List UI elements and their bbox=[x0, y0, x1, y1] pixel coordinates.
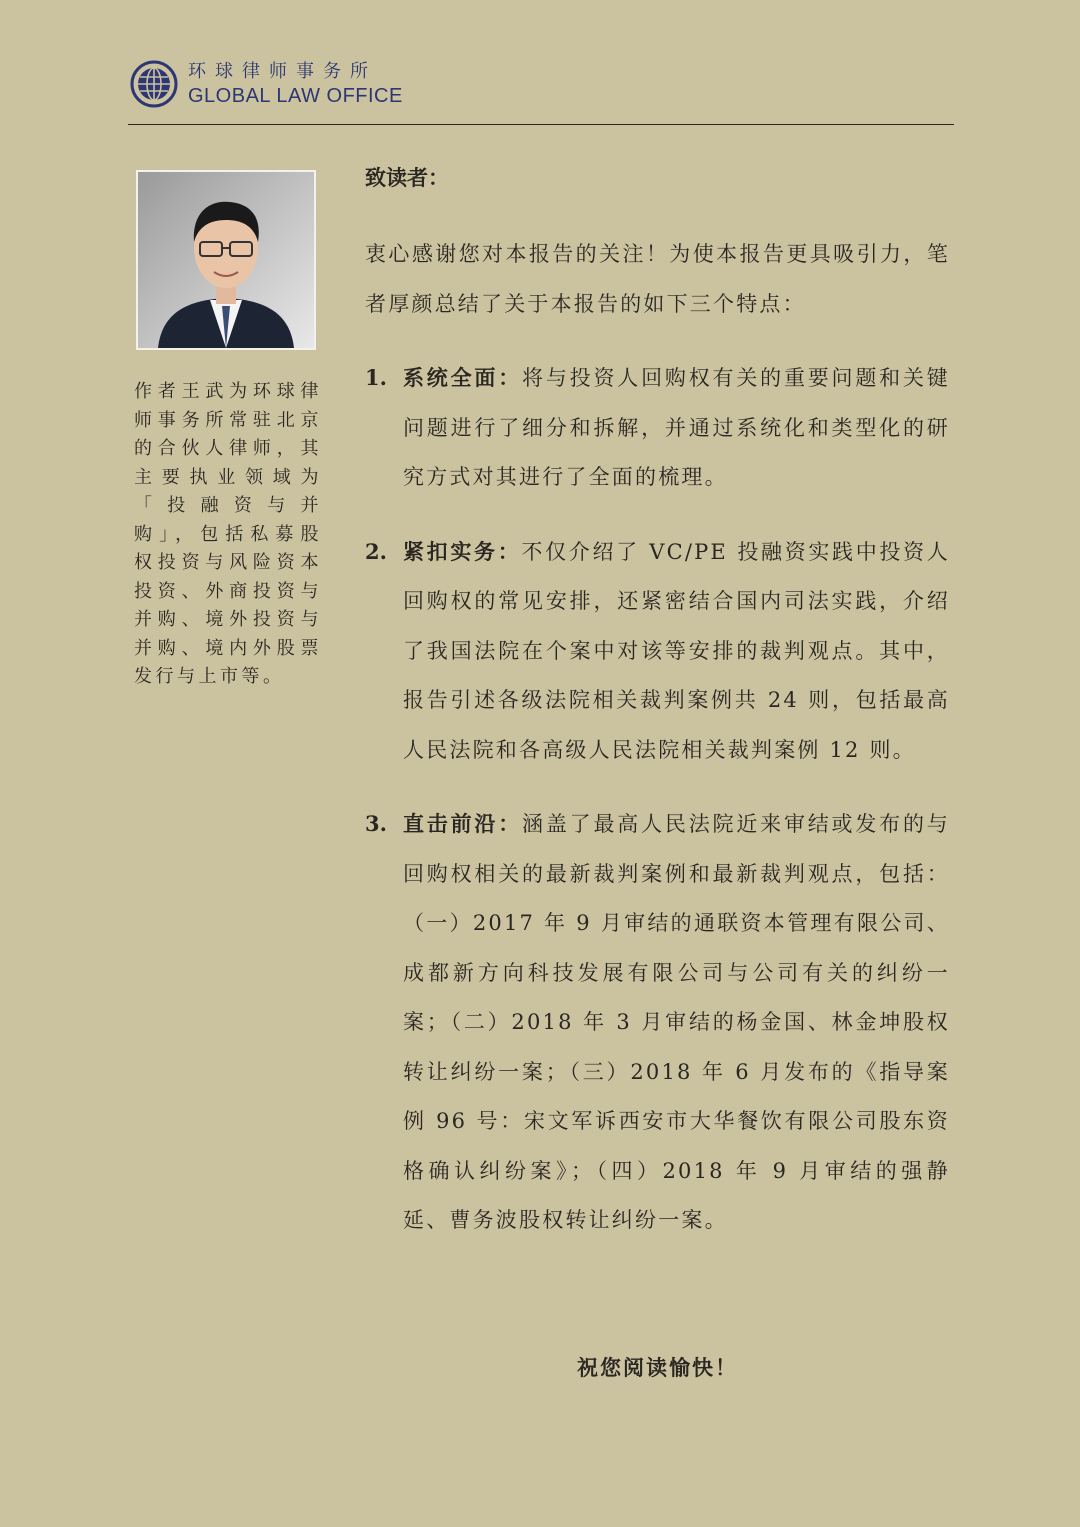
item-title: 直击前沿： bbox=[403, 811, 523, 836]
intro-paragraph: 衷心感谢您对本报告的关注！为使本报告更具吸引力，笔者厚颜总结了关于本报告的如下三个特点： bbox=[365, 242, 950, 316]
bio-line: 购」，包括私募股 bbox=[134, 523, 322, 545]
letter-body bbox=[365, 150, 950, 1246]
list-item bbox=[365, 353, 950, 503]
bio-line: 投资、外商投资与 bbox=[134, 580, 322, 602]
item-title: 紧扣实务： bbox=[403, 538, 522, 564]
globe-logo-icon bbox=[130, 60, 178, 108]
bio-line: 发行与上市等。 bbox=[134, 666, 285, 687]
item-number: 3. bbox=[365, 811, 387, 836]
author-photo-icon bbox=[138, 172, 314, 348]
list-item bbox=[365, 799, 950, 1246]
bio-line: 并购、境外投资与 bbox=[134, 609, 322, 630]
item-text: 不仅介绍了 VC/PE 投融资实践中投资人回购权的常见安排，还紧密结合国内司法实践，介绍了我国法院在个案中对该等安排的裁判观点。其中，报告引述各级法院相关裁判案例共 24 则，包括最高人民法院和各高级人民法院相关裁判案例 12 则。 bbox=[403, 539, 950, 762]
firm-name-en: GLOBAL LAW OFFICE bbox=[188, 85, 403, 107]
bio-line: 「投融资与并 bbox=[134, 495, 322, 516]
features-list bbox=[365, 353, 950, 1246]
header-divider bbox=[128, 124, 954, 125]
firm-header bbox=[130, 56, 403, 112]
bio-line: 并购、境内外股票 bbox=[134, 637, 322, 659]
author-portrait bbox=[136, 170, 316, 350]
bio-line: 师事务所常驻北京 bbox=[134, 409, 322, 431]
bio-line: 主要执业领域为 bbox=[134, 466, 322, 488]
closing-line: 祝您阅读愉快！ bbox=[577, 1355, 738, 1380]
bio-line: 作者王武为环球律 bbox=[134, 381, 322, 402]
bio-line: 的合伙人律师，其 bbox=[134, 438, 322, 459]
item-title: 系统全面： bbox=[403, 365, 523, 390]
greeting: 致读者： bbox=[365, 165, 449, 190]
firm-name-cn: 环球律师事务所 bbox=[188, 61, 377, 82]
item-text: 将与投资人回购权有关的重要问题和关键问题进行了细分和拆解，并通过系统化和类型化的研究方式对其进行了全面的梳理。 bbox=[403, 366, 950, 489]
bio-line: 权投资与风险资本 bbox=[134, 552, 322, 573]
item-text: 涵盖了最高人民法院近来审结或发布的与回购权相关的最新裁判案例和最新裁判观点，包括：（一）2017 年 9 月审结的通联资本管理有限公司、成都新方向科技发展有限公司与公司有关的纠纷一案；（二）2018 年 3 月审结的杨金国、林金坤股权转让纠纷一案；（三）2018 年 6 月发布的《指导案例 96 号：宋文军诉西安市大华餐饮有限公司股东资格确认纠纷案》；（四）2018 年 9 月审结的强静延、曹务波股权转让纠纷一案。 bbox=[403, 812, 950, 1232]
item-number: 1. bbox=[365, 365, 387, 390]
item-number: 2. bbox=[365, 538, 387, 564]
author-bio bbox=[134, 378, 322, 692]
list-item bbox=[365, 527, 950, 776]
